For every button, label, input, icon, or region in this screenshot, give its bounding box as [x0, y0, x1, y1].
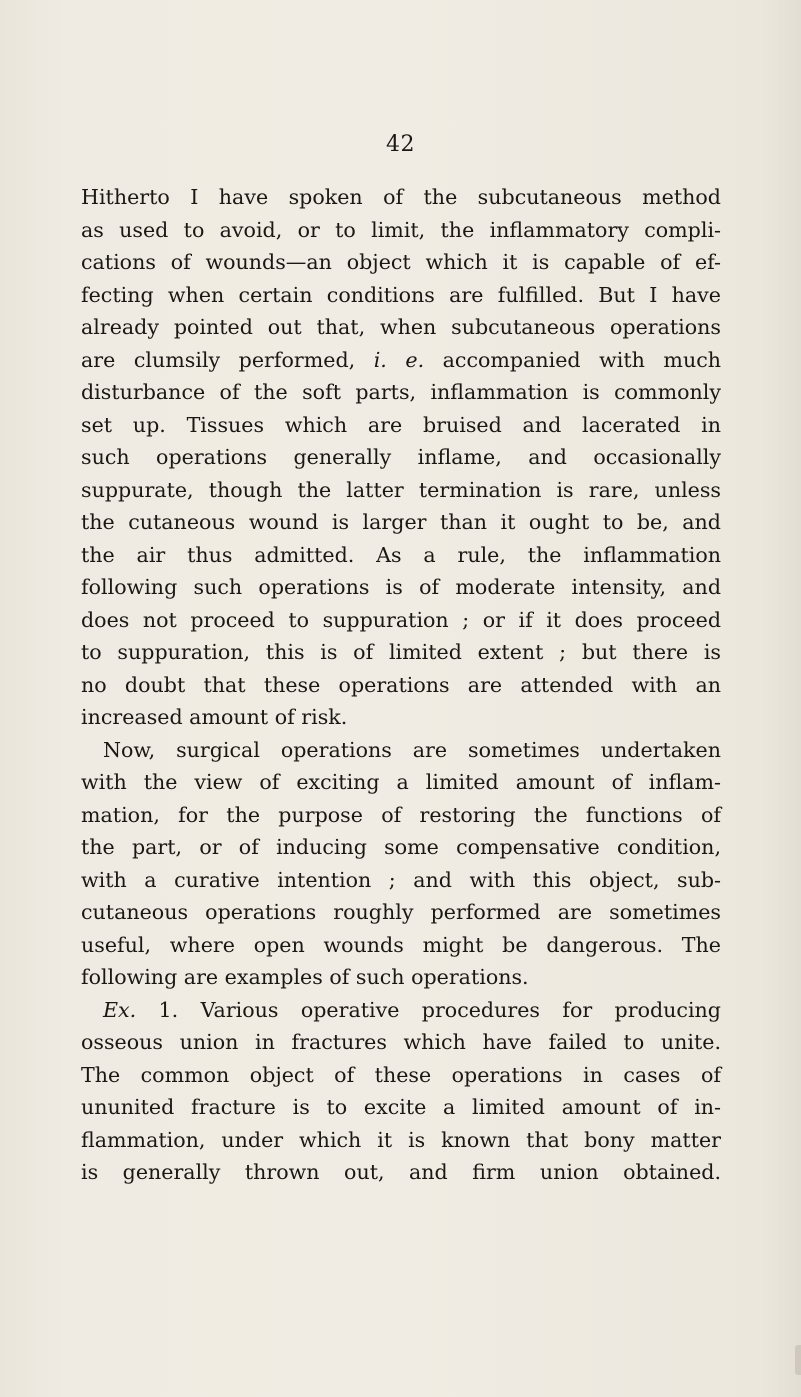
text-line: the part, or of inducing some compensative condition, — [81, 835, 721, 859]
text-line: already pointed out that, when subcutaneous operations — [81, 315, 721, 339]
text-line: as used to avoid, or to limit, the inflammatory compli- — [81, 217, 721, 242]
text-line — [81, 994, 721, 1027]
page-number: 42 — [386, 132, 415, 157]
text-line: with the view of exciting a limited amount of inflam- — [81, 770, 721, 794]
text-line: mation, for the purpose of restoring the functions of — [81, 802, 721, 827]
text-segment: are clumsily performed, — [81, 347, 374, 372]
text-line: The common object of these operations in cases of — [81, 1062, 721, 1087]
page-edge-mark — [795, 1345, 801, 1375]
text-line: useful, where open wounds might be dangerous. The — [81, 932, 721, 957]
text-line — [81, 344, 721, 377]
text-line: flammation, under which it is known that bony matter — [81, 1127, 721, 1152]
text-segment: accompanied with much — [424, 347, 722, 372]
text-line: fecting when certain conditions are fulfilled. But I have — [81, 282, 721, 307]
paragraph-2 — [81, 734, 721, 994]
text-line: with a curative intention ; and with this object, sub- — [81, 867, 721, 892]
text-line: the air thus admitted. As a rule, the inflammation — [81, 542, 721, 567]
italic-example-label: Ex. — [103, 997, 137, 1022]
text-line: increased amount of risk. — [81, 705, 348, 729]
text-line: ununited fracture is to excite a limited amount of in- — [81, 1095, 721, 1119]
italic-abbreviation: i. e. — [373, 347, 425, 372]
text-line: does not proceed to suppuration ; or if it does proceed — [81, 607, 721, 632]
text-line: disturbance of the soft parts, inflammation is commonly — [81, 380, 721, 404]
text-line: cations of wounds—an object which it is capable of ef- — [81, 250, 721, 274]
text-line: is generally thrown out, and firm union obtained. — [81, 1160, 721, 1184]
paragraph-1 — [81, 181, 721, 734]
text-line: osseous union in fractures which have failed to unite. — [81, 1030, 721, 1054]
text-line: Now, surgical operations are sometimes undertaken — [103, 737, 721, 762]
text-line: following such operations is of moderate intensity, and — [81, 575, 721, 599]
text-segment: 1. Various operative procedures for producing — [136, 997, 721, 1022]
text-line: the cutaneous wound is larger than it ought to be, and — [81, 510, 721, 534]
text-line: no doubt that these operations are attended with an — [81, 672, 721, 697]
paragraph-3 — [81, 994, 721, 1189]
text-line: following are examples of such operations. — [81, 965, 529, 989]
text-line: Hitherto I have spoken of the subcutaneous method — [81, 185, 721, 209]
text-line: set up. Tissues which are bruised and lacerated in — [81, 412, 721, 437]
text-line: suppurate, though the latter termination is rare, unless — [81, 477, 721, 502]
text-line: cutaneous operations roughly performed are sometimes — [81, 900, 721, 924]
text-line: to suppuration, this is of limited extent ; but there is — [81, 640, 721, 664]
body-text — [81, 181, 721, 1189]
text-line: such operations generally inflame, and occasionally — [81, 445, 721, 469]
